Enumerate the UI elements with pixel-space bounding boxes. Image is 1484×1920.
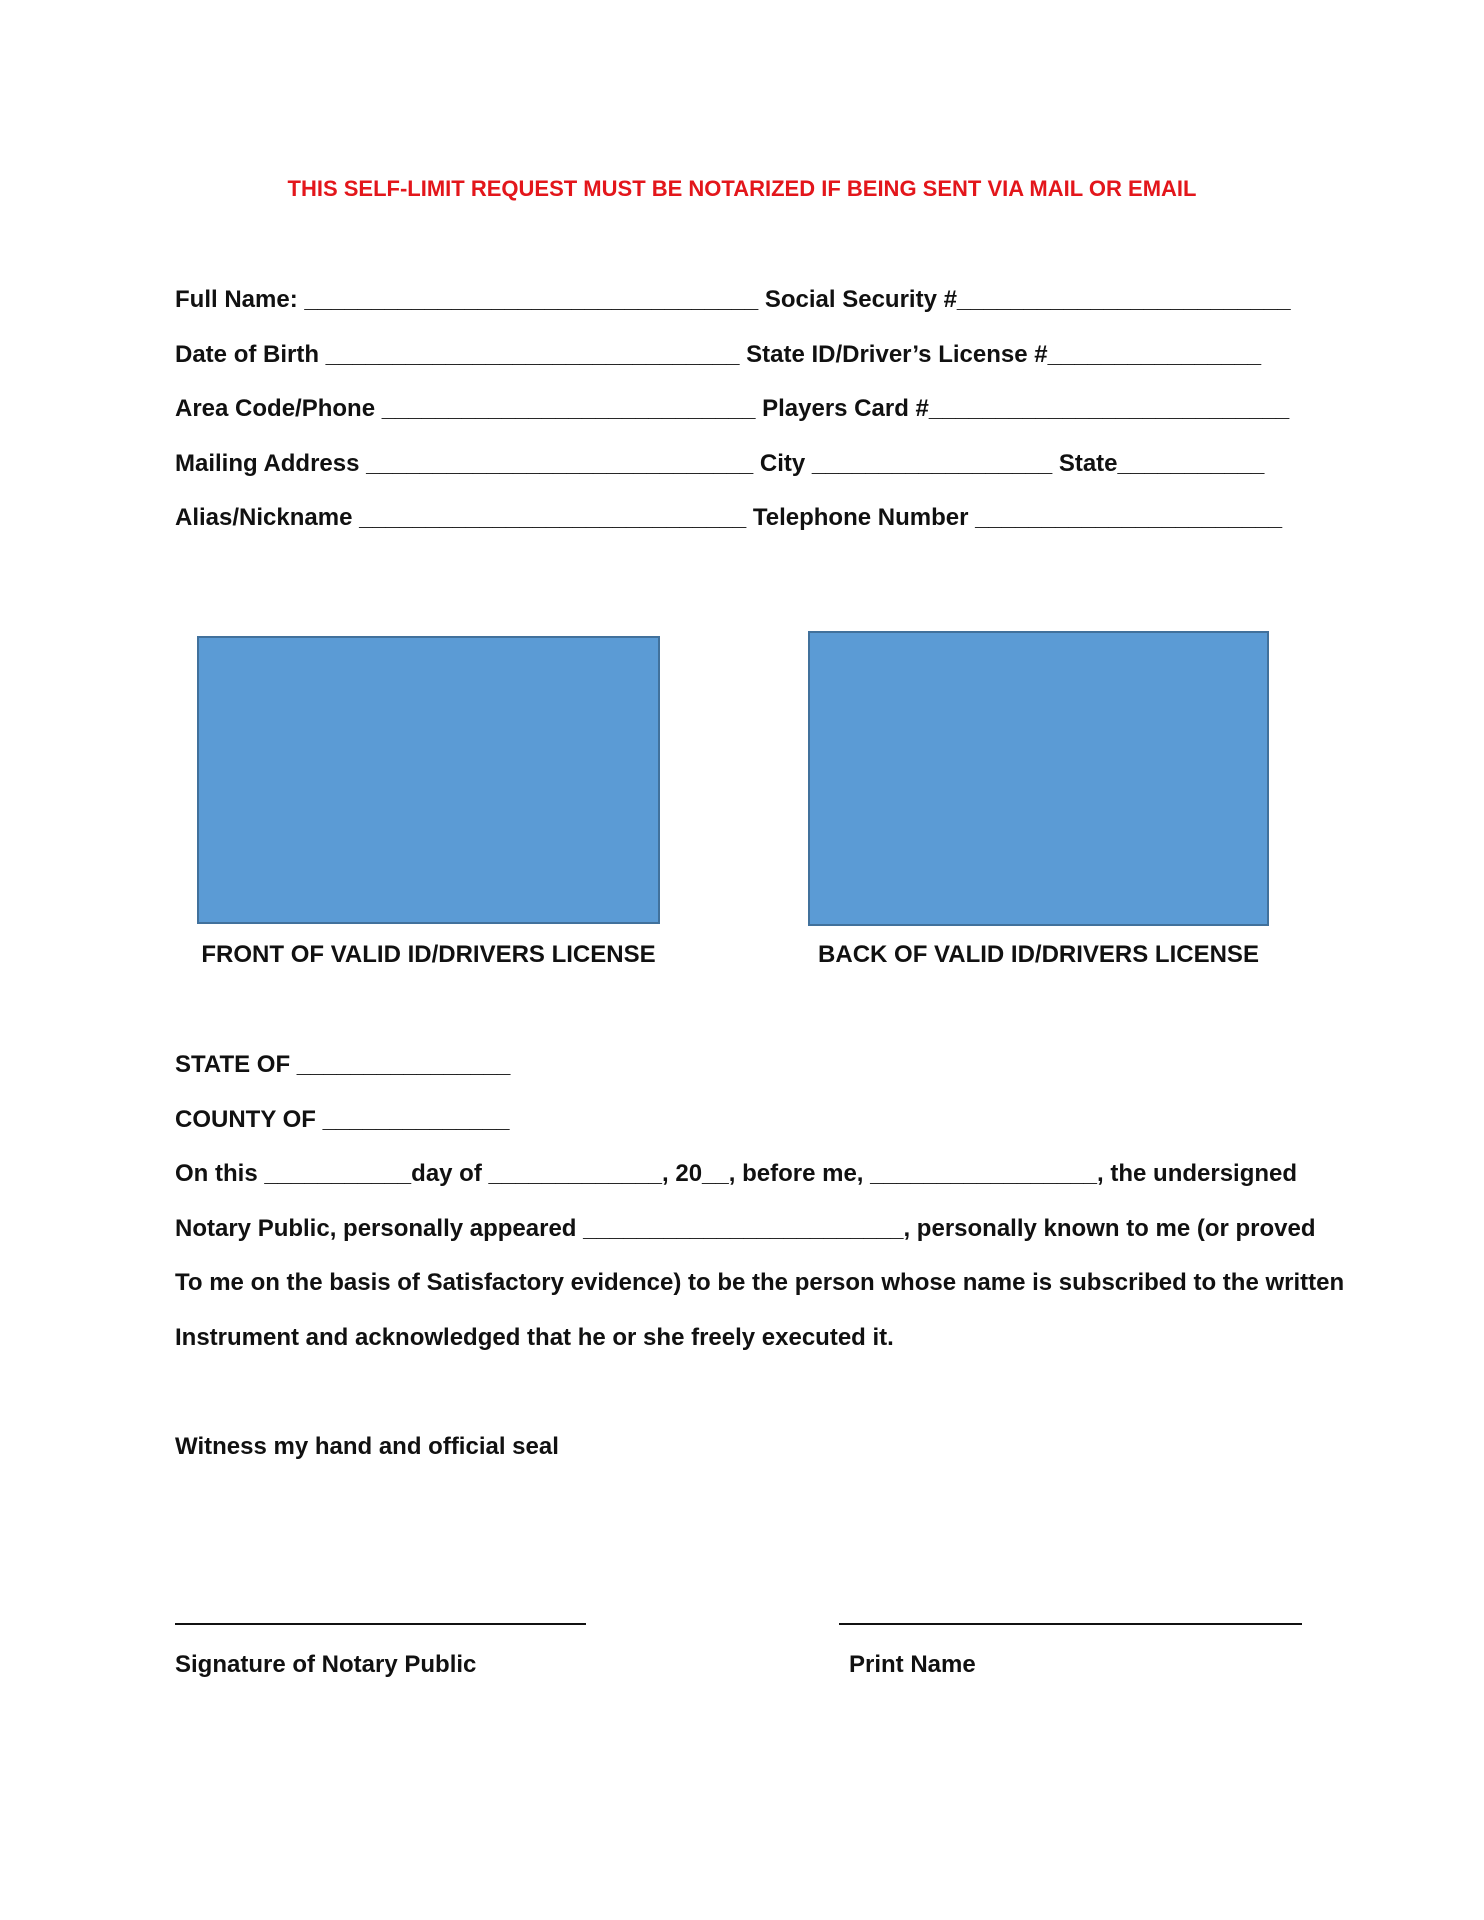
dob-license-field-row[interactable]: Date of Birth _______________________________ State ID/Driver’s License #________________ xyxy=(175,341,1262,368)
front-id-image-area[interactable] xyxy=(197,636,660,924)
print-name-label: Print Name xyxy=(849,1651,976,1678)
notary-paragraph-line: Instrument and acknowledged that he or she freely executed it. xyxy=(175,1324,894,1351)
back-id-image-area[interactable] xyxy=(808,631,1269,926)
notary-paragraph-line: To me on the basis of Satisfactory evidence) to be the person whose name is subscribed to the written xyxy=(175,1269,1345,1296)
state-of-field[interactable]: STATE OF ________________ xyxy=(175,1051,511,1078)
phone-players-card-field-row[interactable]: Area Code/Phone ____________________________ Players Card #___________________________ xyxy=(175,395,1290,422)
print-name-line[interactable] xyxy=(839,1623,1302,1625)
full-name-ssn-field-row[interactable]: Full Name: __________________________________ Social Security #_________________________ xyxy=(175,286,1291,313)
back-id-caption: BACK OF VALID ID/DRIVERS LICENSE xyxy=(818,941,1259,968)
alias-telephone-field-row[interactable]: Alias/Nickname _____________________________ Telephone Number _______________________ xyxy=(175,504,1283,531)
notary-signature-label: Signature of Notary Public xyxy=(175,1651,477,1678)
witness-statement: Witness my hand and official seal xyxy=(175,1433,559,1460)
notary-paragraph-line: Notary Public, personally appeared ________________________, personally known to me (or proved xyxy=(175,1215,1316,1242)
county-of-field[interactable]: COUNTY OF ______________ xyxy=(175,1106,510,1133)
front-id-caption: FRONT OF VALID ID/DRIVERS LICENSE xyxy=(201,941,656,968)
address-city-state-field-row[interactable]: Mailing Address _____________________________ City __________________ State___________ xyxy=(175,450,1265,477)
notary-signature-line[interactable] xyxy=(175,1623,586,1625)
notary-paragraph-line: On this ___________day of _____________, 20__, before me, _________________, the undersigned xyxy=(175,1160,1298,1187)
notarization-notice: THIS SELF-LIMIT REQUEST MUST BE NOTARIZED IF BEING SENT VIA MAIL OR EMAIL xyxy=(287,176,1197,201)
